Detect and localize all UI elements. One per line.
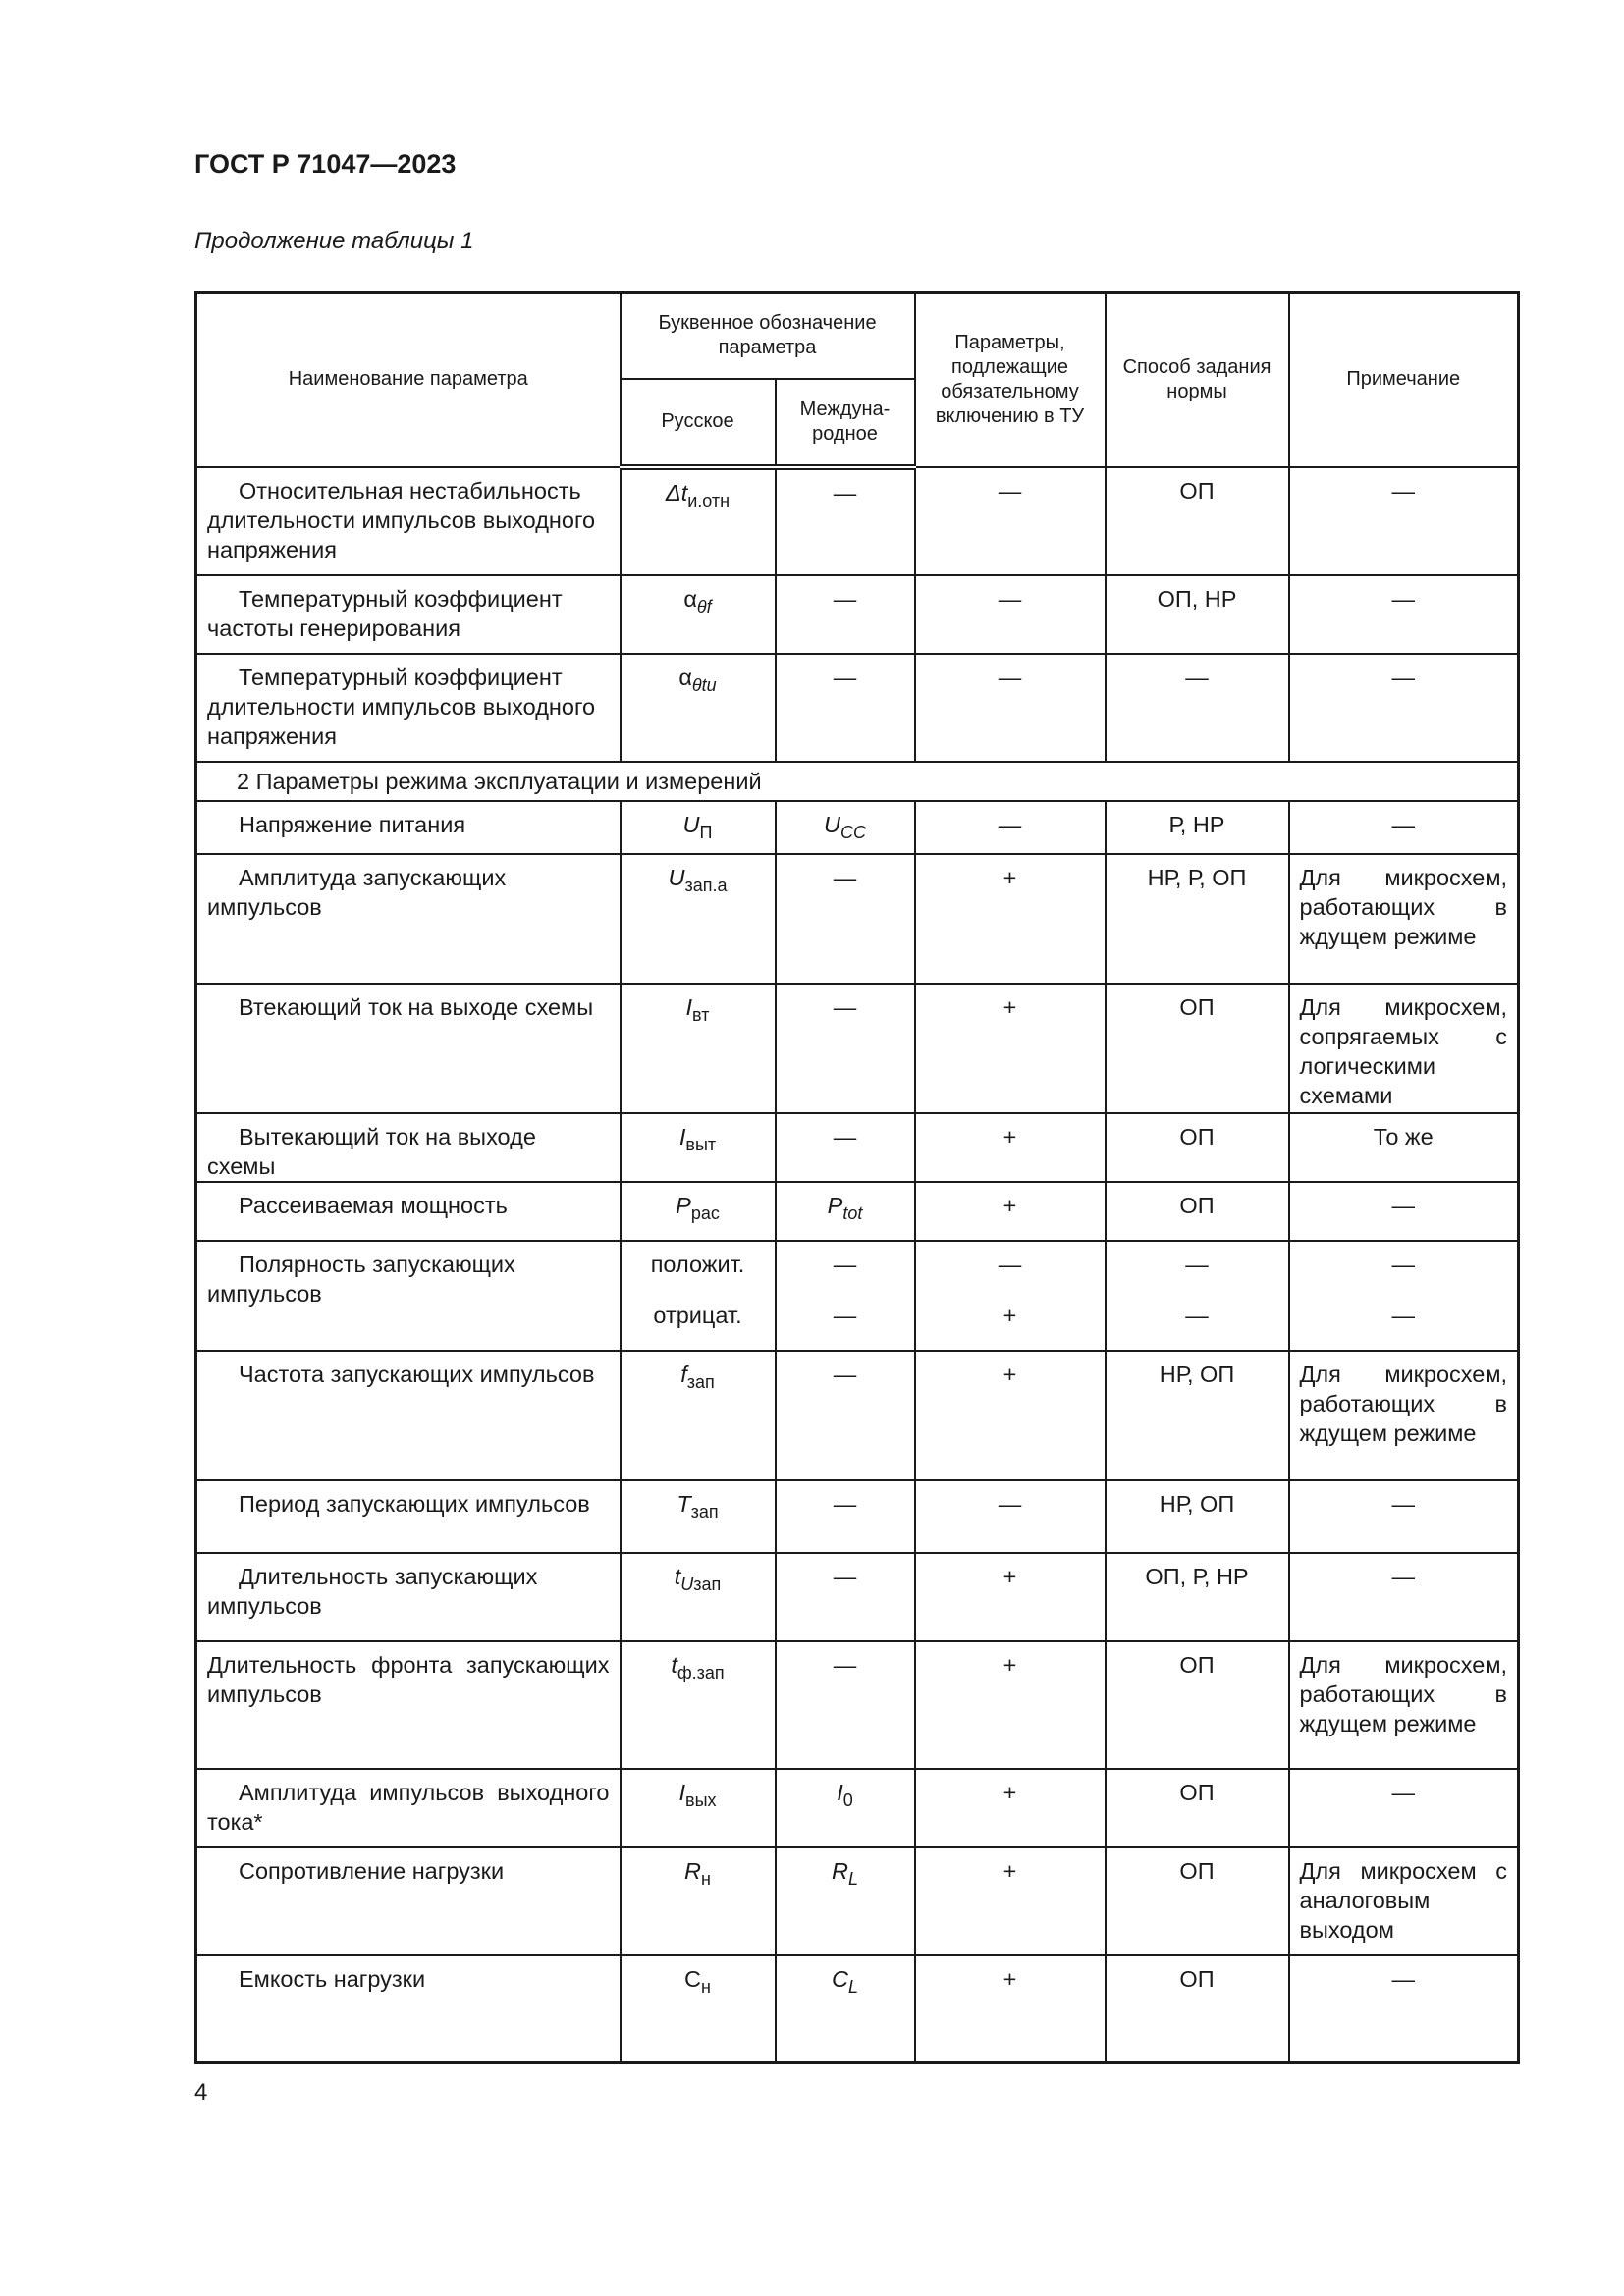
param-name: Вытекающий ток на выходе схемы [196,1113,621,1182]
param-name: Частота запускающих импульсов [196,1351,621,1480]
mandatory-cell: + [915,1769,1106,1847]
param-name: Температурный коэффициент частоты генерирования [196,575,621,654]
symbol-subscript: вых [685,1789,717,1810]
polarity-negative: отрицат. [653,1302,742,1328]
section-row [196,762,1519,801]
method-cell: НР, ОП [1106,1480,1289,1553]
mandatory-cell: — [915,1480,1106,1553]
note-cell: — [1289,654,1519,762]
method-cell: ОП [1106,1769,1289,1847]
value-2: + [1002,1302,1017,1328]
symbol-russian [621,1351,776,1480]
symbol-base: R [684,1857,702,1884]
note-cell: — [1289,1955,1519,2063]
param-name: Амплитуда импульсов выходного тока* [196,1769,621,1847]
symbol-subscript: выт [685,1134,717,1154]
symbol-russian [621,1480,776,1553]
symbol-international: — [776,575,915,654]
note-cell: — [1289,1769,1519,1847]
symbol-base: t [671,1651,677,1678]
symbol-base: α [683,585,697,612]
symbol-russian [621,854,776,984]
method-cell: — [1106,654,1289,762]
symbol-international: — [776,1113,915,1182]
note-cell: Для микросхем с аналоговым выходом [1289,1847,1519,1955]
symbol-russian [621,467,776,575]
header-international: Междуна-родное [776,379,915,467]
symbol-international [776,1182,915,1241]
symbol-russian [621,1113,776,1182]
symbol-international: — [776,1553,915,1641]
note-cell: — [1289,1553,1519,1641]
value-1: — [833,1251,857,1277]
symbol-base: U [824,811,840,837]
value-1: — [998,1251,1022,1277]
param-name: Рассеиваемая мощность [196,1182,621,1241]
table-row [196,1641,1519,1769]
symbol-international [776,801,915,854]
note-cell: Для микросхем, сопрягаемых с логическими схемами [1289,984,1519,1113]
symbol-subscript: вт [692,1004,710,1025]
symbol-international [776,1769,915,1847]
note-cell: Для микросхем, работающих в ждущем режиме [1289,1351,1519,1480]
symbol-subscript-italic: U [680,1574,694,1594]
method-cell: ОП [1106,1847,1289,1955]
method-cell: ОП [1106,467,1289,575]
note-cell: — [1289,1182,1519,1241]
symbol-subscript: н [701,1976,711,1997]
note-cell: То же [1289,1113,1519,1182]
symbol-base: I [685,993,693,1020]
symbol-russian [621,1955,776,2063]
mandatory-cell: + [915,1641,1106,1769]
note-cell: — [1289,1480,1519,1553]
symbol-subscript: tot [842,1202,863,1223]
symbol-russian [621,1241,776,1351]
symbol-base: U [668,864,685,890]
method-cell: ОП [1106,984,1289,1113]
symbol-base: I [678,1123,686,1149]
symbol-international: — [776,467,915,575]
value-2: — [1391,1302,1416,1328]
parameters-table [194,291,1520,2064]
symbol-subscript: CC [840,822,866,842]
symbol-international: — [776,1480,915,1553]
method-cell: ОП [1106,1182,1289,1241]
param-name: Амплитуда запускающих импульсов [196,854,621,984]
table-row [196,1182,1519,1241]
mandatory-cell: + [915,1351,1106,1480]
param-name: Относительная нестабильность длительности импульсов выходного напряжения [196,467,621,575]
header-mandatory: Параметры, подлежащие обязательному включению в ТУ [915,293,1106,467]
value-2: — [1185,1302,1209,1328]
symbol-russian [621,575,776,654]
method-cell: Р, НР [1106,801,1289,854]
symbol-base: R [832,1857,848,1884]
symbol-base: С [684,1965,702,1992]
symbol-base: f [680,1361,687,1387]
mandatory-cell: — [915,575,1106,654]
symbol-base: P [827,1192,843,1218]
param-name: Полярность запускающих импульсов [196,1241,621,1351]
symbol-russian [621,1847,776,1955]
method-cell [1106,1241,1289,1351]
symbol-base: C [832,1965,848,1992]
mandatory-cell: — [915,467,1106,575]
value-2: — [833,1302,857,1328]
mandatory-cell: + [915,854,1106,984]
symbol-subscript: L [847,1976,858,1997]
note-cell: — [1289,467,1519,575]
param-name: Втекающий ток на выходе схемы [196,984,621,1113]
param-name: Температурный коэффициент длительности импульсов выходного напряжения [196,654,621,762]
symbol-russian [621,654,776,762]
param-name: Длительность запускающих импульсов [196,1553,621,1641]
symbol-subscript: L [847,1868,858,1889]
symbol-russian [621,1553,776,1641]
method-cell: ОП, Р, НР [1106,1553,1289,1641]
section-title: 2 Параметры режима эксплуатации и измерений [196,762,1519,801]
table-caption: Продолжение таблицы 1 [194,228,474,254]
symbol-subscript: П [699,822,713,842]
symbol-base: I [837,1779,843,1805]
symbol-subscript: зап [693,1574,722,1594]
polarity-positive: положит. [650,1251,745,1277]
symbol-base: T [677,1490,691,1517]
header-name: Наименование параметра [196,293,621,467]
table-row [196,575,1519,654]
note-cell: Для микросхем, работающих в ждущем режиме [1289,854,1519,984]
mandatory-cell: + [915,1847,1106,1955]
symbol-russian [621,1182,776,1241]
header-method: Способ задания нормы [1106,293,1289,467]
symbol-subscript: 0 [842,1789,853,1810]
header-note: Примечание [1289,293,1519,467]
mandatory-cell: + [915,1553,1106,1641]
mandatory-cell: — [915,654,1106,762]
mandatory-cell: + [915,1182,1106,1241]
symbol-russian [621,1769,776,1847]
symbol-international: — [776,654,915,762]
symbol-subscript: н [701,1868,711,1889]
table-row [196,854,1519,984]
symbol-international [776,1847,915,1955]
symbol-base: α [678,664,692,690]
method-cell: ОП [1106,1641,1289,1769]
symbol-base: P [676,1192,691,1218]
symbol-base: t [674,1563,681,1589]
table-row [196,1113,1519,1182]
table-row [196,801,1519,854]
symbol-subscript: θf [696,596,712,616]
symbol-international: — [776,854,915,984]
symbol-base: I [678,1779,686,1805]
note-cell [1289,1241,1519,1351]
symbol-subscript: θtu [691,674,717,695]
mandatory-cell: + [915,1955,1106,2063]
header-russian: Русское [621,379,776,467]
table-row [196,654,1519,762]
document-header: ГОСТ Р 71047—2023 [194,149,457,179]
method-cell: ОП [1106,1113,1289,1182]
table-row [196,1241,1519,1351]
note-cell: — [1289,575,1519,654]
symbol-subscript: зап [686,1371,715,1392]
method-cell: ОП [1106,1955,1289,2063]
symbol-subscript: рас [690,1202,720,1223]
method-cell: ОП, НР [1106,575,1289,654]
table-row [196,1955,1519,2063]
value-1: — [1185,1251,1209,1277]
symbol-base: Δt [665,479,688,506]
method-cell: НР, Р, ОП [1106,854,1289,984]
mandatory-cell: + [915,984,1106,1113]
param-name: Период запускающих импульсов [196,1480,621,1553]
symbol-russian [621,801,776,854]
table-row [196,1351,1519,1480]
symbol-russian [621,1641,776,1769]
mandatory-cell [915,1241,1106,1351]
symbol-subscript: зап.а [684,875,728,895]
value-1: — [1391,1251,1416,1277]
symbol-international: — [776,984,915,1113]
symbol-russian [621,984,776,1113]
symbol-subscript: и.отн [687,490,731,510]
header-symbol-group: Буквенное обозначение параметра [621,293,915,379]
symbol-subscript: зап [690,1501,719,1522]
param-name: Емкость нагрузки [196,1955,621,2063]
table-row [196,1553,1519,1641]
table-row [196,1480,1519,1553]
symbol-international [776,1241,915,1351]
table-row [196,1847,1519,1955]
symbol-international: — [776,1351,915,1480]
table-row [196,1769,1519,1847]
symbol-international: — [776,1641,915,1769]
table-row [196,984,1519,1113]
param-name: Длительность фронта запускающих импульсов [196,1641,621,1769]
symbol-international [776,1955,915,2063]
param-name: Напряжение питания [196,801,621,854]
table-row [196,467,1519,575]
method-cell: НР, ОП [1106,1351,1289,1480]
symbol-subscript: ф.зап [677,1662,725,1682]
param-name: Сопротивление нагрузки [196,1847,621,1955]
symbol-base: U [682,811,700,837]
note-cell: — [1289,801,1519,854]
note-cell: Для микросхем, работающих в ждущем режиме [1289,1641,1519,1769]
mandatory-cell: + [915,1113,1106,1182]
mandatory-cell: — [915,801,1106,854]
page-number: 4 [194,2079,208,2106]
